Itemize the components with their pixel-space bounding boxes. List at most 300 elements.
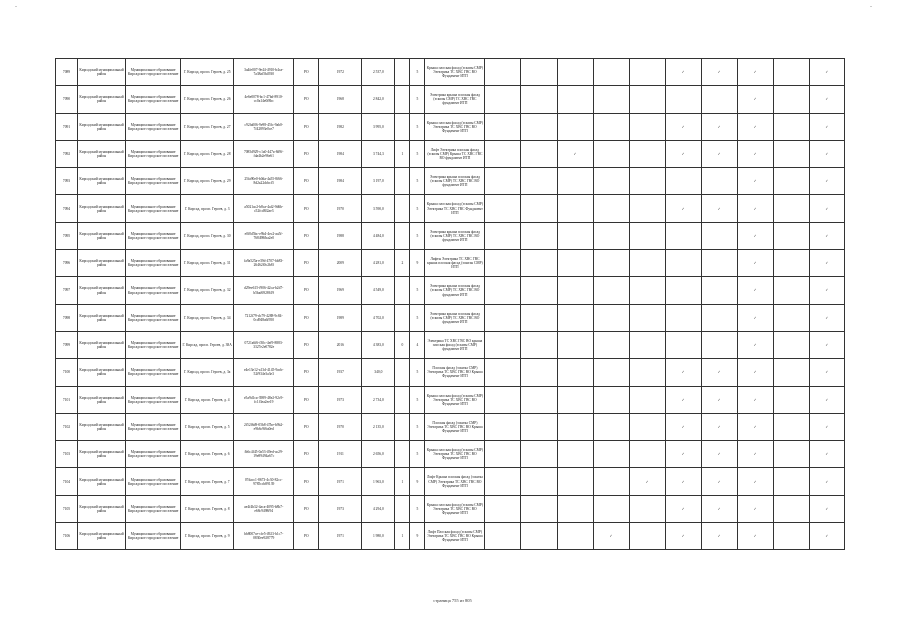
floors-cell: 5 <box>410 413 425 440</box>
address-cell: Г. Кирсад, просп. Героев, д. 26 <box>181 86 234 113</box>
check-cell <box>629 386 665 413</box>
address-cell: Г. Кирсад, просп. Героев, д. 4 <box>181 386 234 413</box>
district-cell: Кирсадский муниципальный район <box>78 413 126 440</box>
settlement-cell: Муниципальное образование Кирсадское городское поселение <box>126 331 181 358</box>
check-cell <box>521 441 557 468</box>
check-cell <box>557 413 593 440</box>
check-cell <box>773 386 809 413</box>
year-cell: 1970 <box>319 195 362 222</box>
type-cell: РО <box>294 413 319 440</box>
check-cell <box>521 331 557 358</box>
check-cell: ✓ <box>665 468 701 495</box>
check-cell <box>521 250 557 277</box>
check-cell <box>773 523 809 550</box>
table-row <box>56 250 845 277</box>
check-cell <box>665 250 701 277</box>
check-cell: ✓ <box>737 468 773 495</box>
lift-count-cell: 0 <box>395 331 410 358</box>
guid-cell: ae4f4b32-4aca-4095-b8b7-e68c9498f94 <box>234 495 294 522</box>
guid-cell: 4e6e0078-bc1-47bd-8910-cc0a14e0f8bc <box>234 86 294 113</box>
district-cell: Кирсадский муниципальный район <box>78 359 126 386</box>
floors-cell: 5 <box>410 304 425 331</box>
floors-cell: 9 <box>410 523 425 550</box>
check-cell <box>521 359 557 386</box>
check-cell: ✓ <box>629 468 665 495</box>
row-number: 7092 <box>56 140 78 167</box>
area-cell: 4 281,0 <box>362 250 395 277</box>
work-list-cell: Крыша плоская фасад (эскизы СМР) Электрика ТС ХВС ГВС ВО Фундамент ИТП <box>425 495 485 522</box>
check-cell <box>485 168 521 195</box>
check-cell <box>485 359 521 386</box>
check-cell <box>773 86 809 113</box>
address-cell: Г. Кирсад, просп. Героев, д. 38А <box>181 331 234 358</box>
check-cell: ✓ <box>737 222 773 249</box>
check-cell: ✓ <box>665 441 701 468</box>
district-cell: Кирсадский муниципальный район <box>78 222 126 249</box>
check-cell <box>629 441 665 468</box>
type-cell: РО <box>294 359 319 386</box>
check-cell <box>485 250 521 277</box>
table-body <box>56 59 845 550</box>
year-cell: 1984 <box>319 168 362 195</box>
registry-table <box>55 58 845 550</box>
area-cell: 3 744,3 <box>362 140 395 167</box>
settlement-cell: Муниципальное образование Кирсадское городское поселение <box>126 441 181 468</box>
district-cell: Кирсадский муниципальный район <box>78 59 126 86</box>
left-corner-mark: - <box>15 4 17 10</box>
lift-count-cell <box>395 304 410 331</box>
check-cell <box>485 304 521 331</box>
check-cell: ✓ <box>809 195 844 222</box>
check-cell: ✓ <box>737 59 773 86</box>
area-cell: 2 656,0 <box>362 441 395 468</box>
check-cell <box>557 441 593 468</box>
check-cell: ✓ <box>737 304 773 331</box>
check-cell: ✓ <box>701 413 737 440</box>
type-cell: РО <box>294 468 319 495</box>
settlement-cell: Муниципальное образование Кирсадское городское поселение <box>126 495 181 522</box>
check-cell: ✓ <box>809 304 844 331</box>
lift-count-cell <box>395 113 410 140</box>
address-cell: Г. Кирсад, просп. Героев, д. 3 <box>181 195 234 222</box>
check-cell <box>773 468 809 495</box>
check-cell: ✓ <box>665 359 701 386</box>
work-list-cell: Лифты Электрика ТС ХВС ГВС крыша плоская фасад (эскизы СМР) ИТП <box>425 250 485 277</box>
area-cell: 4 549,0 <box>362 277 395 304</box>
type-cell: РО <box>294 250 319 277</box>
check-cell <box>557 277 593 304</box>
lift-count-cell <box>395 86 410 113</box>
table-row <box>56 86 845 113</box>
check-cell: ✓ <box>665 523 701 550</box>
row-number: 7099 <box>56 331 78 358</box>
check-cell <box>773 277 809 304</box>
lift-count-cell: 1 <box>395 140 410 167</box>
check-cell <box>701 222 737 249</box>
year-cell: 1970 <box>319 413 362 440</box>
settlement-cell: Муниципальное образование Кирсадское городское поселение <box>126 413 181 440</box>
check-cell <box>701 277 737 304</box>
check-cell <box>557 359 593 386</box>
year-cell: 1971 <box>319 468 362 495</box>
check-cell <box>593 250 629 277</box>
check-cell <box>593 413 629 440</box>
floors-cell: 5 <box>410 168 425 195</box>
check-cell <box>629 413 665 440</box>
district-cell: Кирсадский муниципальный район <box>78 441 126 468</box>
type-cell: РО <box>294 195 319 222</box>
check-cell: ✓ <box>809 140 844 167</box>
check-cell <box>485 140 521 167</box>
year-cell: 1988 <box>319 222 362 249</box>
check-cell <box>593 468 629 495</box>
area-cell: 1 980,0 <box>362 523 395 550</box>
row-number: 7096 <box>56 250 78 277</box>
check-cell <box>701 304 737 331</box>
year-cell: 1982 <box>319 113 362 140</box>
check-cell <box>629 195 665 222</box>
check-cell <box>521 523 557 550</box>
area-cell: 4 383,0 <box>362 331 395 358</box>
work-list-cell: Крыша плоская фасад (эскизы СМР) Электрика ТС ХВС ГВС ВО Фундамент ИТП <box>425 441 485 468</box>
district-cell: Кирсадский муниципальный район <box>78 304 126 331</box>
check-cell <box>521 168 557 195</box>
check-cell: ✓ <box>701 468 737 495</box>
settlement-cell: Муниципальное образование Кирсадское городское поселение <box>126 304 181 331</box>
row-number: 7104 <box>56 468 78 495</box>
check-cell <box>557 222 593 249</box>
check-cell: ✓ <box>665 413 701 440</box>
lift-count-cell <box>395 441 410 468</box>
address-cell: Г. Кирсад, просп. Героев, д. 29 <box>181 168 234 195</box>
check-cell <box>593 331 629 358</box>
check-cell: ✓ <box>737 168 773 195</box>
lift-count-cell: 2 <box>395 250 410 277</box>
check-cell <box>701 250 737 277</box>
settlement-cell: Муниципальное образование Кирсадское городское поселение <box>126 195 181 222</box>
year-cell: 1972 <box>319 59 362 86</box>
area-cell: 3 590,0 <box>362 195 395 222</box>
check-cell <box>773 168 809 195</box>
settlement-cell: Муниципальное образование Кирсадское городское поселение <box>126 113 181 140</box>
check-cell <box>629 113 665 140</box>
check-cell <box>485 441 521 468</box>
check-cell <box>665 331 701 358</box>
year-cell: 1911 <box>319 441 362 468</box>
address-cell: Г. Кирсад, просп. Героев, д. 7 <box>181 468 234 495</box>
check-cell: ✓ <box>701 523 737 550</box>
check-cell: ✓ <box>809 441 844 468</box>
guid-cell: 2f52f6d9-05b8-47be-b9b2-e9b6c9f6a0ed <box>234 413 294 440</box>
table-row <box>56 195 845 222</box>
work-list-cell: Электрика ТС ХВС ГВС ВО крыша плоская фасад (эскизы СМР) фундамент ИТП <box>425 331 485 358</box>
check-cell <box>485 86 521 113</box>
floors-cell: 5 <box>410 359 425 386</box>
row-number: 7098 <box>56 304 78 331</box>
lift-count-cell: 1 <box>395 468 410 495</box>
check-cell: ✓ <box>809 495 844 522</box>
row-number: 7093 <box>56 168 78 195</box>
floors-cell: 5 <box>410 277 425 304</box>
table-row <box>56 413 845 440</box>
district-cell: Кирсадский муниципальный район <box>78 113 126 140</box>
check-cell: ✓ <box>809 413 844 440</box>
guid-cell: 25fa90e0-b0da-4a55-8f66-8d2a22dcbcf5 <box>234 168 294 195</box>
address-cell: Г. Кирсад, просп. Героев, д. 6 <box>181 441 234 468</box>
table-row <box>56 359 845 386</box>
check-cell <box>485 277 521 304</box>
type-cell: РО <box>294 304 319 331</box>
check-cell <box>521 140 557 167</box>
settlement-cell: Муниципальное образование Кирсадское городское поселение <box>126 86 181 113</box>
check-cell <box>521 468 557 495</box>
check-cell <box>485 468 521 495</box>
type-cell: РО <box>294 277 319 304</box>
settlement-cell: Муниципальное образование Кирсадское городское поселение <box>126 168 181 195</box>
right-corner-mark: - <box>870 4 872 10</box>
check-cell <box>557 495 593 522</box>
check-cell: ✓ <box>737 277 773 304</box>
check-cell <box>485 331 521 358</box>
address-cell: Г. Кирсад, просп. Героев, д. 28 <box>181 140 234 167</box>
check-cell <box>485 222 521 249</box>
check-cell <box>701 168 737 195</box>
check-cell <box>629 495 665 522</box>
check-cell <box>485 59 521 86</box>
guid-cell: d29ee615-f906-42ca-b2d7-b5baf6928619 <box>234 277 294 304</box>
work-list-cell: Электрика крыша плоская фасад (эскизы СМР) ТС ХВС ГВС фундамент ИТП <box>425 86 485 113</box>
check-cell: ✓ <box>701 113 737 140</box>
check-cell <box>593 195 629 222</box>
area-cell: 2 734,0 <box>362 386 395 413</box>
work-list-cell: Плоская фасад (эскизы СМР) Электрика ТС ХВС ГВС ВО Крыша Фундамент ИТП <box>425 413 485 440</box>
lift-count-cell <box>395 386 410 413</box>
check-cell <box>629 222 665 249</box>
lift-count-cell <box>395 359 410 386</box>
address-cell: Г. Кирсад, просп. Героев, д. 31 <box>181 250 234 277</box>
check-cell: ✓ <box>737 86 773 113</box>
check-cell: ✓ <box>737 359 773 386</box>
check-cell <box>773 59 809 86</box>
check-cell: ✓ <box>737 441 773 468</box>
check-cell <box>521 59 557 86</box>
row-number: 7105 <box>56 495 78 522</box>
check-cell: ✓ <box>737 195 773 222</box>
work-list-cell: Лифт Плоская фасад (эскизы СМР) Электрика ТС ХВС ГВС ВО Крыша Фундамент ИТП <box>425 523 485 550</box>
check-cell <box>773 413 809 440</box>
address-cell: Г. Кирсад, просп. Героев, д. 32 <box>181 277 234 304</box>
check-cell <box>773 304 809 331</box>
check-cell: ✓ <box>809 250 844 277</box>
check-cell: ✓ <box>809 523 844 550</box>
guid-cell: fa9a525a-e39d-4707-bb83-26462f0c2b8f <box>234 250 294 277</box>
floors-cell: 5 <box>410 441 425 468</box>
check-cell <box>521 304 557 331</box>
check-cell <box>773 495 809 522</box>
year-cell: 1973 <box>319 495 362 522</box>
check-cell: ✓ <box>737 523 773 550</box>
settlement-cell: Муниципальное образование Кирсадское городское поселение <box>126 468 181 495</box>
guid-cell: e5a9d1ca-3989-48e2-92c9-fc1f3ea2ee19 <box>234 386 294 413</box>
lift-count-cell <box>395 168 410 195</box>
check-cell <box>629 86 665 113</box>
work-list-cell: Электрика крыша плоская фасад (эскизы СМР) ТС ХВС ГВС ВО фундамент ИТП <box>425 168 485 195</box>
check-cell <box>701 86 737 113</box>
check-cell: ✓ <box>665 140 701 167</box>
check-cell: ✓ <box>701 441 737 468</box>
district-cell: Кирсадский муниципальный район <box>78 331 126 358</box>
table-row <box>56 113 845 140</box>
type-cell: РО <box>294 86 319 113</box>
page-number: страница 755 из 805 <box>433 598 472 603</box>
work-list-cell: Электрика крыша плоская фасад (эскизы СМР) ТС ХВС ГВС ВО фундамент ИТП <box>425 304 485 331</box>
check-cell <box>593 441 629 468</box>
check-cell: ✓ <box>809 386 844 413</box>
check-cell: ✓ <box>809 277 844 304</box>
check-cell: ✓ <box>737 331 773 358</box>
check-cell: ✓ <box>809 59 844 86</box>
district-cell: Кирсадский муниципальный район <box>78 195 126 222</box>
floors-cell: 9 <box>410 250 425 277</box>
row-number: 7101 <box>56 386 78 413</box>
table-row <box>56 277 845 304</box>
type-cell: РО <box>294 441 319 468</box>
row-number: 7089 <box>56 59 78 86</box>
work-list-cell: Крыша плоская фасад (эскизы СМР) Электрика ТС ХВС ГВС ВО Фундамент ИТП <box>425 386 485 413</box>
check-cell: ✓ <box>665 113 701 140</box>
check-cell <box>665 304 701 331</box>
table-row <box>56 222 845 249</box>
check-cell <box>593 86 629 113</box>
lift-count-cell <box>395 195 410 222</box>
row-number: 7106 <box>56 523 78 550</box>
check-cell: ✓ <box>737 250 773 277</box>
table-row <box>56 304 845 331</box>
check-cell: ✓ <box>737 113 773 140</box>
lift-count-cell <box>395 59 410 86</box>
type-cell: РО <box>294 331 319 358</box>
district-cell: Кирсадский муниципальный район <box>78 277 126 304</box>
address-cell: Г. Кирсад, просп. Героев, д. 3а <box>181 359 234 386</box>
year-cell: 1969 <box>319 277 362 304</box>
work-list-cell: Крыша плоская фасад (эскизы СМР) Электрика ТС ХВС ГВС ВО Фундамент ИТП <box>425 113 485 140</box>
check-cell: ✓ <box>809 359 844 386</box>
check-cell: ✓ <box>665 495 701 522</box>
lift-count-cell <box>395 277 410 304</box>
row-number: 7094 <box>56 195 78 222</box>
type-cell: РО <box>294 140 319 167</box>
floors-cell: 5 <box>410 113 425 140</box>
area-cell: 1 963,0 <box>362 468 395 495</box>
address-cell: Г. Кирсад, просп. Героев, д. 34 <box>181 304 234 331</box>
table-row <box>56 441 845 468</box>
type-cell: РО <box>294 222 319 249</box>
work-list-cell: Крыша плоская фасад (эскизы СМР) Электрика ТС ХВС ГВС ВО Фундамент ИТП <box>425 59 485 86</box>
check-cell <box>593 113 629 140</box>
check-cell <box>521 86 557 113</box>
check-cell: ✓ <box>809 331 844 358</box>
check-cell <box>593 168 629 195</box>
check-cell <box>773 222 809 249</box>
address-cell: Г. Кирсад, просп. Героев, д. 9 <box>181 523 234 550</box>
address-cell: Г. Кирсад, просп. Героев, д. 5 <box>181 413 234 440</box>
settlement-cell: Муниципальное образование Кирсадское городское поселение <box>126 59 181 86</box>
table-row <box>56 386 845 413</box>
district-cell: Кирсадский муниципальный район <box>78 250 126 277</box>
check-cell <box>629 304 665 331</box>
guid-cell: 0721a6f6-f30c-4ef9-8883-3327e2e0782e <box>234 331 294 358</box>
guid-cell: 7212f79-dc79-4288-9c84-0cd948a6f950 <box>234 304 294 331</box>
check-cell <box>773 140 809 167</box>
district-cell: Кирсадский муниципальный район <box>78 495 126 522</box>
district-cell: Кирсадский муниципальный район <box>78 168 126 195</box>
district-cell: Кирсадский муниципальный район <box>78 140 126 167</box>
row-number: 7103 <box>56 441 78 468</box>
address-cell: Г. Кирсад, просп. Героев, д. 30 <box>181 222 234 249</box>
floors-cell: 4 <box>410 331 425 358</box>
district-cell: Кирсадский муниципальный район <box>78 86 126 113</box>
check-cell: ✓ <box>701 140 737 167</box>
check-cell <box>773 195 809 222</box>
type-cell: РО <box>294 523 319 550</box>
check-cell <box>521 222 557 249</box>
check-cell <box>557 523 593 550</box>
check-cell <box>593 495 629 522</box>
area-cell: 4 702,0 <box>362 304 395 331</box>
settlement-cell: Муниципальное образование Кирсадское городское поселение <box>126 359 181 386</box>
guid-cell: e4e13e12-a13d-4145-9acb-52f934e3a3e3 <box>234 359 294 386</box>
check-cell <box>773 113 809 140</box>
work-list-cell: Лифт Электрика плоская фасад (эскизы СМР) Крыша ТС ХВС ГВС ВО фундамент ИТП <box>425 140 485 167</box>
guid-cell: c92fa006-9e98-45fc-9ab0-7f42893e0ce7 <box>234 113 294 140</box>
area-cell: 3 197,0 <box>362 168 395 195</box>
work-list-cell: Электрика крыша плоская фасад (эскизы СМР) ТС ХВС ГВС ВО фундамент ИТП <box>425 277 485 304</box>
check-cell: ✓ <box>809 468 844 495</box>
area-cell: 4 484,0 <box>362 222 395 249</box>
check-cell <box>557 195 593 222</box>
check-cell <box>629 331 665 358</box>
check-cell: ✓ <box>809 113 844 140</box>
settlement-cell: Муниципальное образование Кирсадское городское поселение <box>126 140 181 167</box>
check-cell <box>629 277 665 304</box>
year-cell: 1971 <box>319 523 362 550</box>
check-cell: ✓ <box>809 168 844 195</box>
guid-cell: 07dacc1-8673-4c30-82cc-9785ccb89139 <box>234 468 294 495</box>
check-cell <box>593 59 629 86</box>
check-cell <box>593 386 629 413</box>
check-cell <box>629 359 665 386</box>
type-cell: РО <box>294 59 319 86</box>
settlement-cell: Муниципальное образование Кирсадское городское поселение <box>126 250 181 277</box>
settlement-cell: Муниципальное образование Кирсадское городское поселение <box>126 523 181 550</box>
check-cell <box>557 113 593 140</box>
guid-cell: bb8007ce-cfe5-4923-b1c7-0830ee928779 <box>234 523 294 550</box>
year-cell: 1937 <box>319 359 362 386</box>
check-cell: ✓ <box>701 195 737 222</box>
district-cell: Кирсадский муниципальный район <box>78 468 126 495</box>
row-number: 7095 <box>56 222 78 249</box>
floors-cell: 5 <box>410 59 425 86</box>
check-cell <box>665 86 701 113</box>
row-number: 7097 <box>56 277 78 304</box>
check-cell <box>521 195 557 222</box>
check-cell <box>521 386 557 413</box>
check-cell <box>593 359 629 386</box>
area-cell: 2 842,0 <box>362 86 395 113</box>
guid-cell: a5021ac2-b8ca-4af2-9d6b-c52fcd8f2ae3 <box>234 195 294 222</box>
floors-cell: 5 <box>410 140 425 167</box>
area-cell: 4 294,0 <box>362 495 395 522</box>
